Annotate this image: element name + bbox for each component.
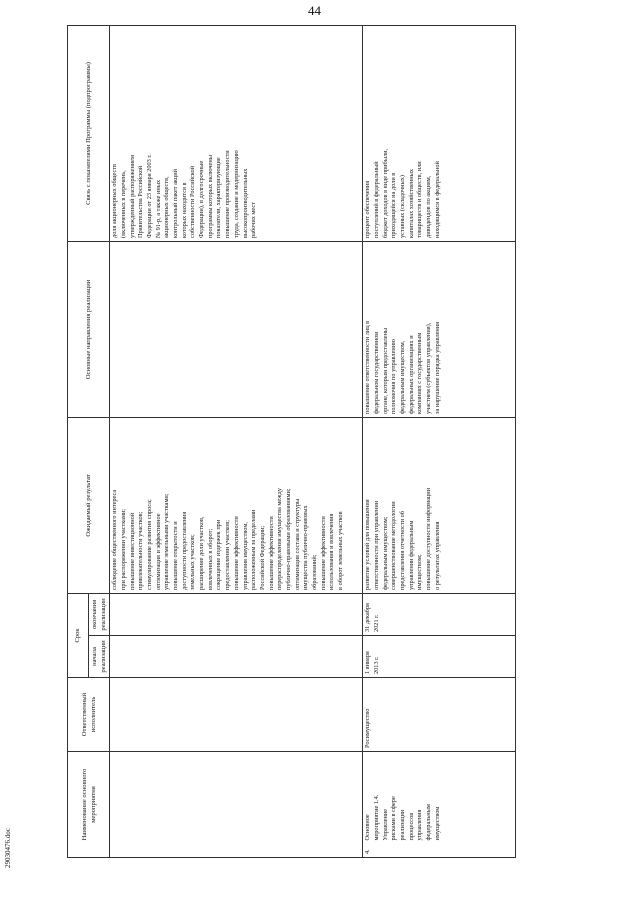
event-name: Основное мероприятие 1.4. Управление рисками в сфере реализации процессов управления федеральным имуществом xyxy=(363,751,516,843)
start-date xyxy=(110,635,363,677)
header-term: Срок xyxy=(68,593,89,677)
expected-result: соблюдение общественного интереса при распоряжении участками; повышение инвестиционной привлекательности участков; стимулирование развития спроса; оптимизация и эффективное управление земельными участками; повышение открытости и доступности предоставления земельных участков; расширение доли участков, вовлеченных в оборот; сокращение издержек при предоставлении участков; повышение эффективности управления имуществом, расположенным за пределами Российской Федерации; повышение эффективности перераспределения имущества между публично-правовыми образованиями; оптимизация состава и структуры имущества публично-правовых образований; повышение эффективности использования и вовлечения в оборот земельных участков xyxy=(110,417,363,593)
header-link: Связь с показателями Программы (подпрограммы) xyxy=(68,25,110,241)
row-number xyxy=(110,844,363,858)
directions-cell: повышение ответственности лиц в федеральном государственном органе, которым предоставлены полномочия по управлению федеральным имуществом, федеральных организациях и компаниях с государственным участием (субъектов управления), за нарушение порядка управления xyxy=(363,241,516,417)
table-row xyxy=(363,25,516,857)
directions-cell xyxy=(110,241,363,417)
header-result: Ожидаемый результат xyxy=(68,417,110,593)
table-row xyxy=(110,25,363,857)
responsible-cell xyxy=(110,677,363,751)
end-date: 31 декабря 2021 г. xyxy=(363,593,516,635)
program-table xyxy=(67,25,516,858)
indicator-link: доля акционерных обществ (включенных в перечень, утвержденный распоряжением Правительства Российской Федерации от 23 января 2003 г. № 91-р, а также иных акционерных обществ, контрольный пакет акций которых находится в собственности Российской Федерации), в долгосрочные программы которых включены показатели, характеризующие повышение производительности труда, создание и модернизацию высокопроизводительных рабочих мест xyxy=(110,25,363,241)
header-directions: Основные направления реализации xyxy=(68,241,110,417)
rotated-table-container xyxy=(67,26,616,858)
event-name xyxy=(110,751,363,843)
header-start: начала реализации xyxy=(89,635,110,677)
row-number: 4. xyxy=(363,844,516,858)
expected-result: развитие условий для повышения ответственности при управлении федеральным имуществом; совершенствование методологии представления отчетности об управлении федеральным имуществом; повышение доступности информации о результатах управления xyxy=(363,417,516,593)
page-number: 44 xyxy=(308,3,321,18)
header-end: окончания реализации xyxy=(89,593,110,635)
footer-file-code: 29030476.doc xyxy=(4,828,12,868)
header-responsible: Ответственный исполнитель xyxy=(68,677,110,751)
start-date: 1 января 2013 г. xyxy=(363,635,516,677)
header-name: Наименование основного мероприятия xyxy=(68,751,110,857)
end-date xyxy=(110,593,363,635)
responsible-cell: Росимущество xyxy=(363,677,516,751)
indicator-link: процент обеспечения поступлений в федеральный бюджет доходов в виде прибыли, приходящейся на доли в уставных (складочных) капиталах хозяйственных товариществ и обществ, или дивидендов по акциям, находящимся в федеральной xyxy=(363,25,516,241)
